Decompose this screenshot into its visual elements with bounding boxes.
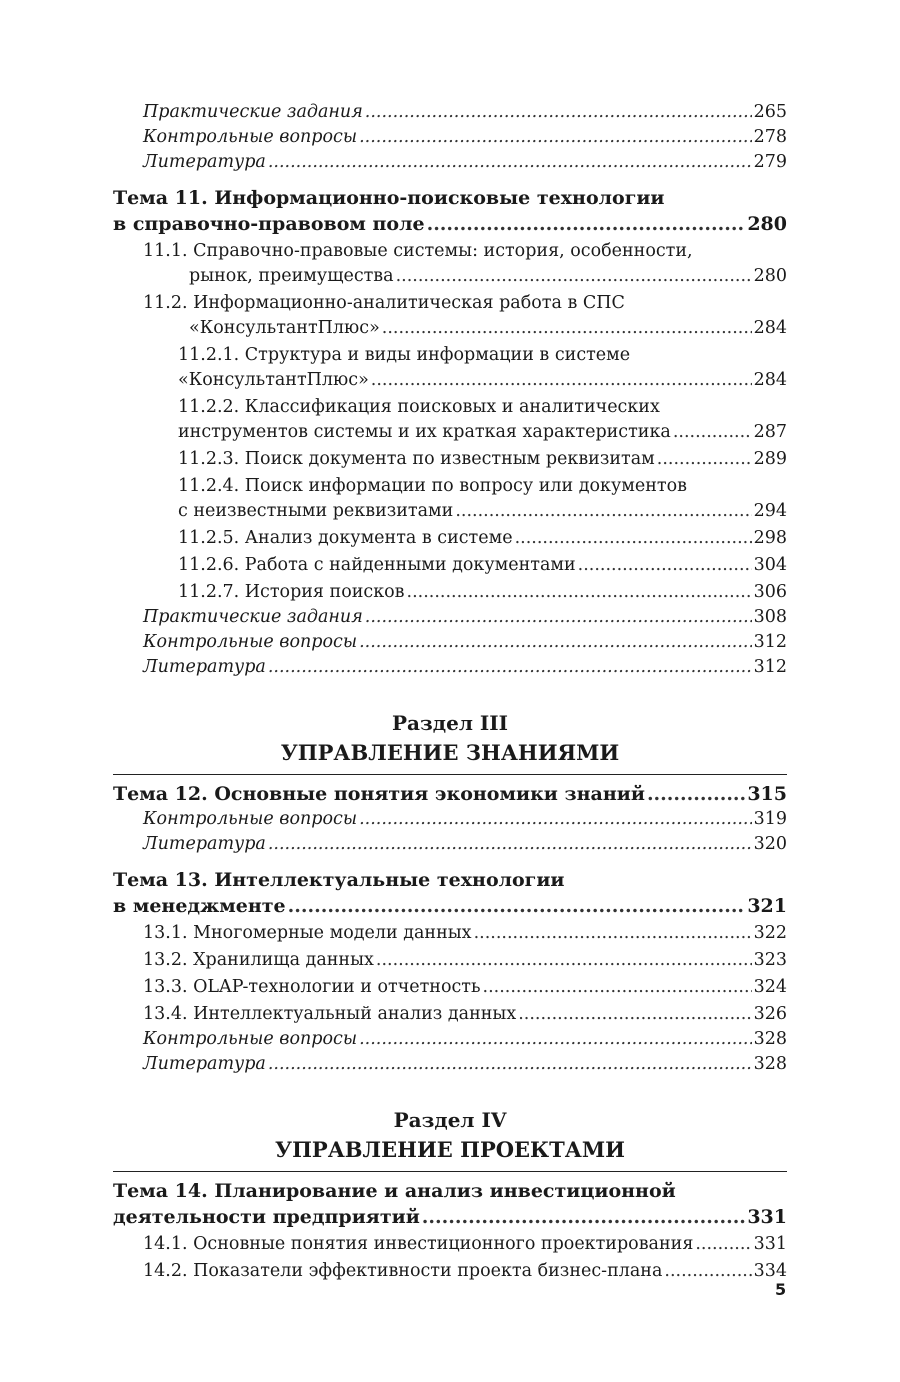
toc-entry-11-2: 11.2. Информационно-аналитическая работа в СПС «КонсультантПлюс» ..... 284 (113, 291, 787, 341)
toc-entry-11-2-4: 11.2.4. Поиск информации по вопросу или документов с неизвестными реквизитами ..... 294 (113, 474, 787, 524)
topic-12-title: Тема 12. Основные понятия экономики знаний ..... 315 (113, 781, 787, 807)
section-divider (113, 1171, 787, 1172)
toc-entry-literature: Литература ..... 312 (113, 655, 787, 680)
section-label: Раздел III (392, 711, 508, 735)
toc-entry-13-4: 13.4. Интеллектуальный анализ данных ..... 326 (113, 1002, 787, 1027)
topic-13-title: Тема 13. Интеллектуальные технологии (113, 869, 565, 891)
toc-entry-11-2-2: 11.2.2. Классификация поисковых и аналитических инструментов системы и их краткая характеристика ..... 287 (113, 395, 787, 445)
topic-11-title: Тема 11. Информационно-поисковые технологии (113, 187, 665, 209)
topic-14 (113, 1178, 787, 1230)
toc-entry-literature: Литература ..... 320 (113, 832, 787, 857)
toc-entry-13-3: 13.3. OLAP-технологии и отчетность ..... 324 (113, 975, 787, 1000)
topic-13-title-cont: в менеджменте ..... 321 (113, 893, 787, 919)
toc-entry-14-2: 14.2. Показатели эффективности проекта бизнес-плана ..... 334 (113, 1259, 787, 1284)
toc-entry-11-2-1: 11.2.1. Структура и виды информации в системе «КонсультантПлюс» ..... 284 (113, 343, 787, 393)
toc-entry-literature: Литература ..... 328 (113, 1052, 787, 1077)
toc-entry-14-1: 14.1. Основные понятия инвестиционного проектирования ..... 331 (113, 1232, 787, 1257)
section-label: Раздел IV (393, 1108, 507, 1132)
section-title: УПРАВЛЕНИЕ ПРОЕКТАМИ (275, 1137, 625, 1162)
toc-entry-13-1: 13.1. Многомерные модели данных ..... 322 (113, 921, 787, 946)
toc-entry-11-2-5: 11.2.5. Анализ документа в системе ..... 298 (113, 526, 787, 551)
toc-entry-11-2-6: 11.2.6. Работа с найденными документами ..... 304 (113, 553, 787, 578)
page-number: 5 (775, 1280, 787, 1299)
toc-entry-questions: Контрольные вопросы ..... 328 (113, 1027, 787, 1052)
toc-entry-questions: Контрольные вопросы ..... 319 (113, 807, 787, 832)
toc-entry-11-1: 11.1. Справочно-правовые системы: история, особенности, рынок, преимущества ..... 280 (113, 239, 787, 289)
topic-14-title: Тема 14. Планирование и анализ инвестиционной (113, 1180, 676, 1202)
section-heading (113, 708, 787, 768)
section-divider (113, 774, 787, 775)
toc-entry-questions: Контрольные вопросы ..... 312 (113, 630, 787, 655)
topic-11-title-cont: в справочно-правовом поле ..... 280 (113, 211, 787, 237)
toc-entry-practice: Практические задания ..... 308 (113, 605, 787, 630)
toc-entry-11-2-3: 11.2.3. Поиск документа по известным реквизитам ..... 289 (113, 447, 787, 472)
toc-entry-11-2-7: 11.2.7. История поисков ..... 306 (113, 580, 787, 605)
toc-entry-13-2: 13.2. Хранилища данных ..... 323 (113, 948, 787, 973)
section-title: УПРАВЛЕНИЕ ЗНАНИЯМИ (280, 740, 620, 765)
toc-entry-literature: Литература ..... 279 (113, 150, 787, 175)
toc-entry-practice: Практические задания ..... 265 (113, 100, 787, 125)
topic-11 (113, 185, 787, 237)
table-of-contents (113, 100, 787, 1284)
section-heading (113, 1105, 787, 1165)
toc-entry-questions: Контрольные вопросы ..... 278 (113, 125, 787, 150)
topic-14-title-cont: деятельности предприятий ..... 331 (113, 1204, 787, 1230)
topic-13 (113, 867, 787, 919)
